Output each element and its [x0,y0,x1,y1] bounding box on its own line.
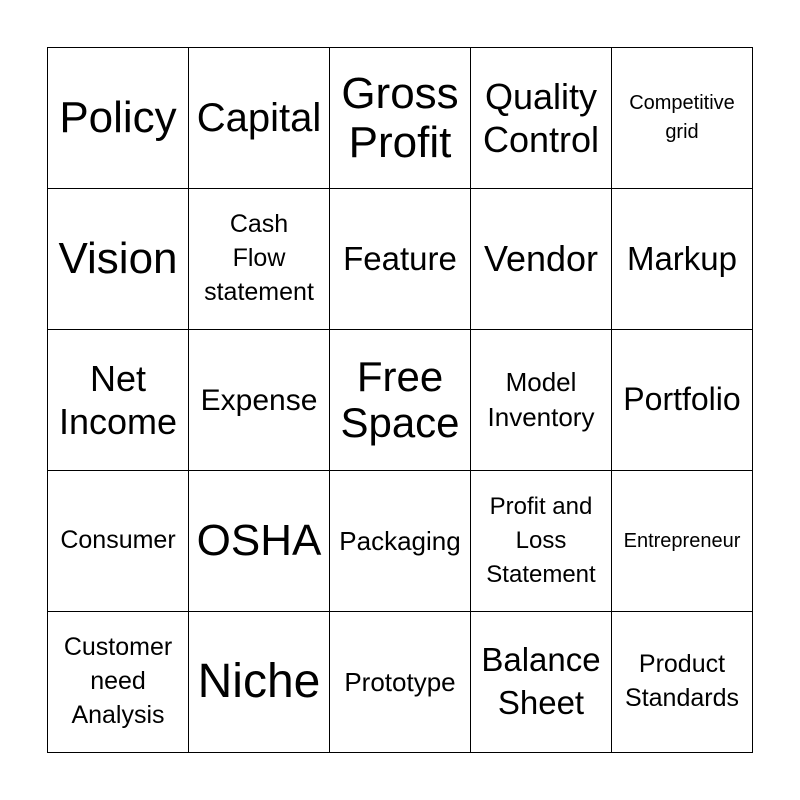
bingo-cell-niche[interactable] [189,612,330,753]
bingo-cell-feature[interactable] [330,189,471,330]
bingo-cell-consumer[interactable] [48,471,189,612]
cell-label: OSHA [196,516,322,566]
bingo-cell-policy[interactable] [48,48,189,189]
cell-label: Competitive grid [629,92,735,143]
bingo-cell-expense[interactable] [189,330,330,471]
bingo-cell-product-standards[interactable] [612,612,753,753]
cell-label: Capital [196,95,322,140]
bingo-cell-customer-need-analysis[interactable] [48,612,189,753]
cell-label: Portfolio [623,381,741,418]
bingo-cell-net-income[interactable] [48,330,189,471]
cell-label: Niche [197,655,321,709]
bingo-cell-markup[interactable] [612,189,753,330]
bingo-cell-portfolio[interactable] [612,330,753,471]
bingo-cell-prototype[interactable] [330,612,471,753]
cell-label: Quality Control [482,75,600,160]
bingo-cell-gross-profit[interactable] [330,48,471,189]
bingo-cell-vision[interactable] [48,189,189,330]
cell-label: Cash Flow statement [204,210,314,306]
cell-label: Net Income [58,357,178,442]
cell-label: Vision [58,234,178,284]
cell-label: Product Standards [625,650,739,712]
cell-label: Consumer [60,526,176,555]
cell-label: Model Inventory [487,367,595,432]
cell-label: Prototype [344,666,456,697]
bingo-cell-cash-flow-statement[interactable] [189,189,330,330]
cell-label: Packaging [339,525,461,556]
cell-label: Markup [626,239,738,277]
cell-label: Feature [343,239,457,277]
bingo-cell-osha[interactable] [189,471,330,612]
bingo-cell-vendor[interactable] [471,189,612,330]
bingo-cell-balance-sheet[interactable] [471,612,612,753]
cell-label: Free Space [340,352,460,446]
cell-label: Policy [59,93,177,143]
bingo-cell-competitive-grid[interactable] [612,48,753,189]
bingo-cell-packaging[interactable] [330,471,471,612]
bingo-cell-model-inventory[interactable] [471,330,612,471]
bingo-cell-quality-control[interactable] [471,48,612,189]
bingo-card [47,47,753,753]
bingo-cell-entrepreneur[interactable] [612,471,753,612]
cell-label: Vendor [483,238,599,280]
bingo-cell-free-space[interactable] [330,330,471,471]
bingo-cell-capital[interactable] [189,48,330,189]
bingo-cell-profit-and-loss-statement[interactable] [471,471,612,612]
cell-label: Balance Sheet [481,641,601,721]
cell-label: Expense [200,383,318,417]
cell-label: Entrepreneur [623,529,741,552]
cell-label: Profit and Loss Statement [486,492,596,589]
cell-label: Customer need Analysis [63,633,173,729]
cell-label: Gross Profit [341,68,459,167]
